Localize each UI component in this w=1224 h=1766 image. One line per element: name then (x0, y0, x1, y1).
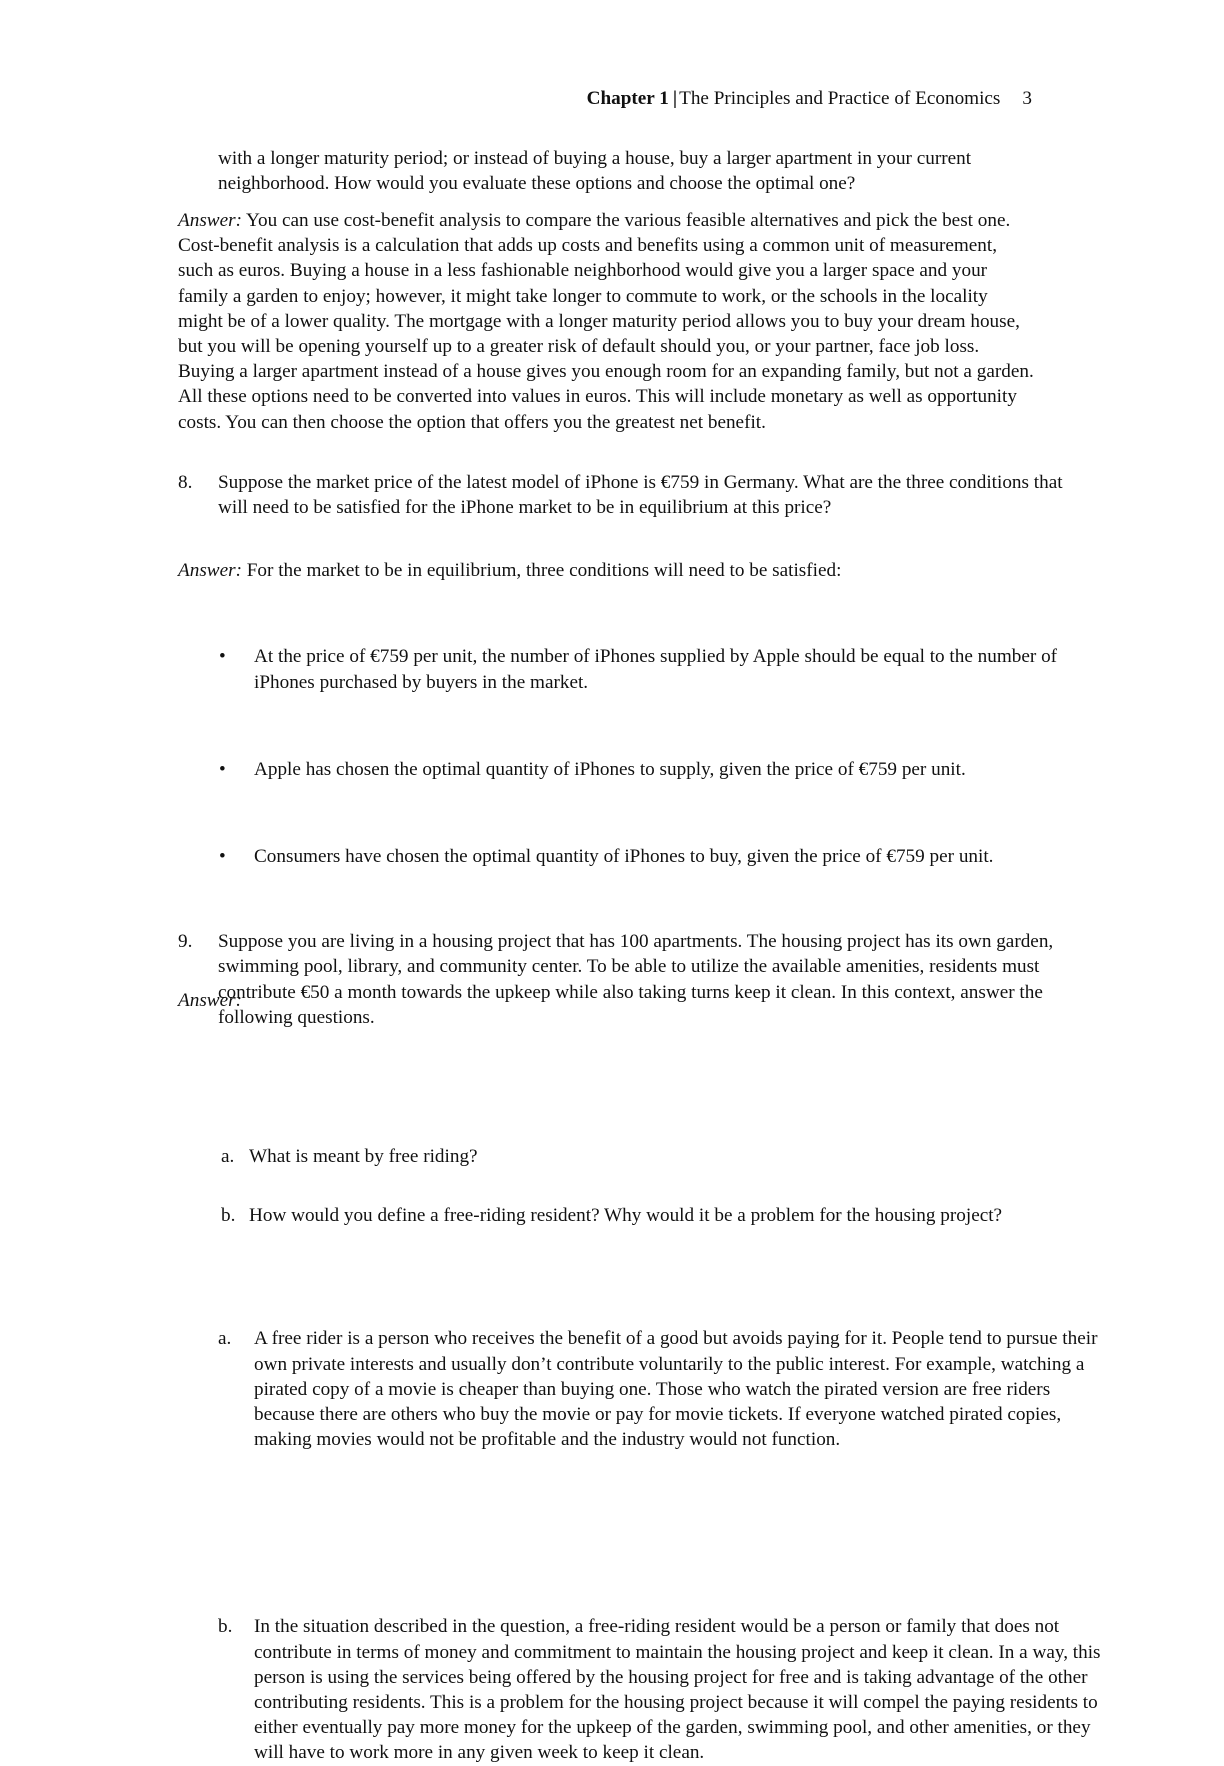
answer-label: Answer: (178, 210, 242, 231)
answer-9-label (178, 988, 1034, 1013)
page-number: 3 (1022, 88, 1032, 109)
sub-letter: b. (221, 1205, 236, 1227)
answer-label: Answer: (178, 560, 242, 581)
sub-letter: a. (221, 1146, 235, 1168)
sub-letter: a. (218, 1328, 232, 1350)
answer-label: Answer: (178, 990, 242, 1011)
sub-text: What is meant by free riding? (249, 1146, 478, 1168)
sub-text: A free rider is a person who receives the benefit of a good but avoids paying for it. People tend to pursue their own private interests and usually don’t contribute voluntarily to the public interest. For example, watching a pirated copy of a movie is cheaper than buying one. Those who watch the pirated version are free riders because there are others who buy the movie or pay for movie tickets. If everyone watched pirated copies, making movies would not be profitable and the industry would not function. (254, 1328, 1098, 1451)
bullet-icon: • (219, 646, 226, 668)
answer-8-bullet-3 (178, 844, 1110, 869)
answer-7 (178, 208, 1034, 435)
sub-letter: b. (218, 1616, 233, 1638)
bullet-icon: • (219, 758, 226, 780)
question-text: Suppose you are living in a housing project that has 100 apartments. The housing project has its own garden, swimming pool, library, and community center. To be able to utilize the available amenities, residents must contribute €50 a month towards the upkeep while also taking turns keep it clean. In this context, answer the following questions. (218, 931, 1054, 1028)
running-header (0, 86, 1032, 111)
question-text: with a longer maturity period; or instead of buying a house, buy a larger apartment in your current neighborhood. How would you evaluate these options and choose the optimal one? (218, 148, 972, 195)
question-number: 8. (178, 472, 193, 493)
sub-text: How would you define a free-riding resident? Why would it be a problem for the housing project? (249, 1205, 1003, 1227)
answer-text: You can use cost-benefit analysis to compare the various feasible alternatives and pick the best one. Cost-benefit analysis is a calculation that adds up costs and benefits using a common unit of measurement, such as euros. Buying a house in a less fashionable neighborhood would give you a larger space and your family a garden to enjoy; however, it might take longer to commute to work, or the schools in the locality might be of a lower quality. The mortgage with a longer maturity period allows you to buy your dream house, but you will be opening yourself up to a greater risk of default should you, or your partner, face job loss. Buying a larger apartment instead of a house gives you enough room for an expanding family, but not a garden. All these options need to be converted into values in euros. This will include monetary as well as opportunity costs. You can then choose the option that offers you the greatest net benefit. (178, 210, 1034, 433)
answer-9-sub-a (178, 1326, 1110, 1452)
question-9 (178, 929, 1074, 1030)
answer-9-sub-b (178, 1614, 1110, 1765)
chapter-label: Chapter 1 (586, 88, 669, 109)
chapter-title: The Principles and Practice of Economics (679, 88, 1001, 109)
bullet-icon: • (219, 846, 226, 868)
bullet-text: Consumers have chosen the optimal quantity of iPhones to buy, given the price of €759 per unit. (254, 846, 994, 868)
question-text: Suppose the market price of the latest model of iPhone is €759 in Germany. What are the three conditions that will need to be satisfied for the iPhone market to be in equilibrium at this price? (218, 472, 1063, 519)
question-9-sub-b (178, 1203, 1105, 1228)
answer-8-bullet-2 (178, 757, 1110, 782)
bullet-text: At the price of €759 per unit, the number of iPhones supplied by Apple should be equal to the number of iPhones purchased by buyers in the market. (254, 646, 1058, 693)
question-7-continuation (178, 146, 1074, 196)
answer-text: For the market to be in equilibrium, three conditions will need to be satisfied: (246, 560, 842, 581)
answer-8-intro (178, 558, 1034, 583)
header-separator: | (672, 88, 678, 109)
sub-text: In the situation described in the question, a free-riding resident would be a person or family that does not contribute in terms of money and commitment to maintain the housing project and keep it clean. In a way, this person is using the services being offered by the housing project for free and is taking advantage of the other contributing residents. This is a problem for the housing project because it will compel the paying residents to either eventually pay more money for the upkeep of the garden, swimming pool, and other amenities, or they will have to work more in any given week to keep it clean. (254, 1616, 1101, 1764)
question-9-sub-a (178, 1144, 1105, 1169)
bullet-text: Apple has chosen the optimal quantity of iPhones to supply, given the price of €759 per unit. (254, 758, 966, 780)
question-8 (178, 470, 1074, 520)
answer-8-bullet-1 (178, 644, 1110, 694)
question-number: 9. (178, 931, 193, 953)
